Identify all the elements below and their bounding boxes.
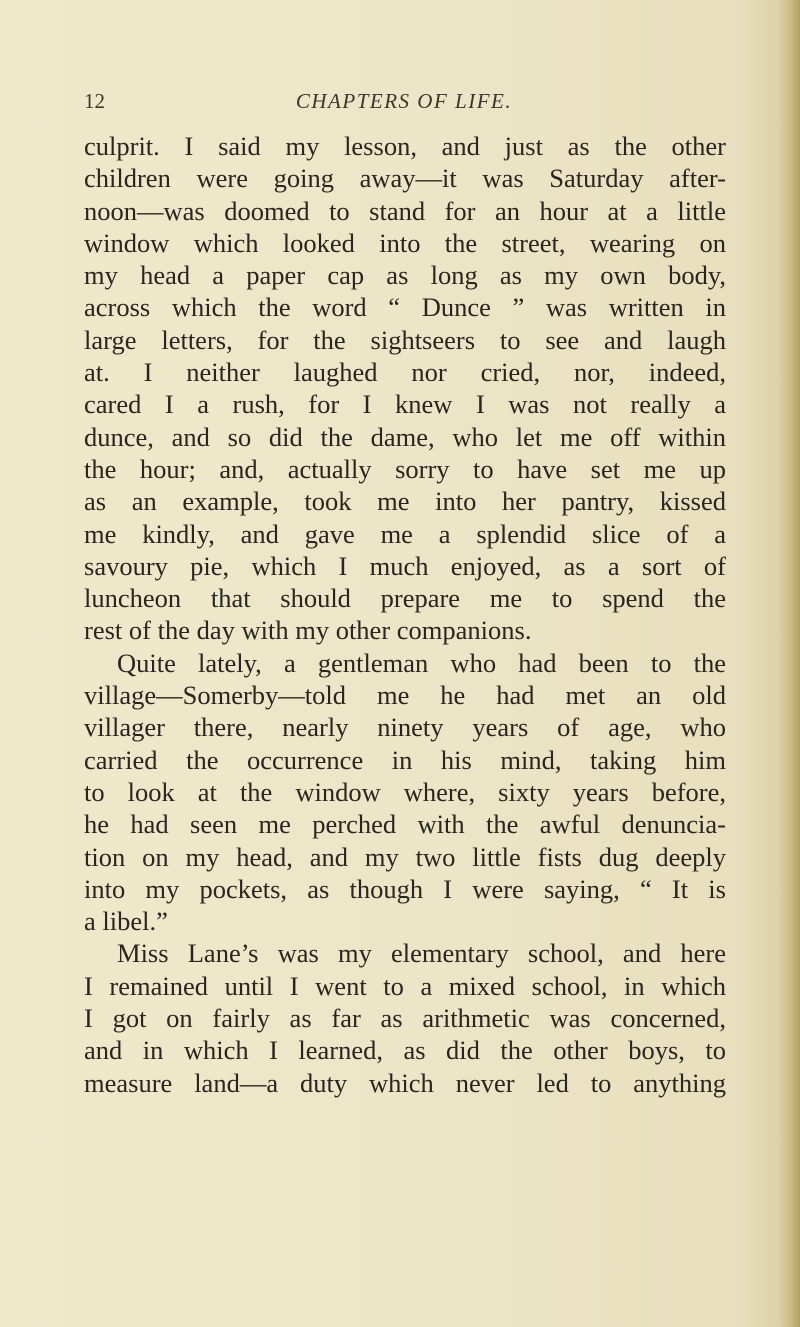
text-line: dunce, and so did the dame, who let me off within — [84, 421, 726, 452]
text-line: I remained until I went to a mixed school, in which — [84, 970, 726, 1001]
text-line: carried the occurrence in his mind, taking him — [84, 744, 726, 775]
text-line: he had seen me perched with the awful denuncia- — [84, 809, 726, 840]
text-line: as an example, took me into her pantry, kissed — [84, 486, 726, 517]
text-line: culprit. I said my lesson, and just as the other — [84, 131, 726, 161]
text-line: the hour; and, actually sorry to have set me up — [84, 453, 726, 484]
running-head: CHAPTERS OF LIFE. — [295, 89, 513, 113]
text-line: window which looked into the street, wearing on — [84, 227, 726, 258]
text-line: I got on fairly as far as arithmetic was concerned, — [84, 1003, 726, 1034]
text-line: across which the word “ Dunce ” was written in — [84, 292, 726, 323]
text-line: me kindly, and gave me a splendid slice of a — [84, 518, 726, 549]
text-line: to look at the window where, sixty years before, — [84, 776, 726, 807]
text-line: Miss Lane’s was my elementary school, and here — [117, 938, 726, 969]
text-line: and in which I learned, as did the other boys, to — [84, 1035, 726, 1066]
text-line: my head a paper cap as long as my own body, — [84, 260, 726, 291]
text-line: at. I neither laughed nor cried, nor, indeed, — [84, 357, 726, 388]
text-line: cared I a rush, for I knew I was not really a — [84, 389, 726, 420]
text-line: rest of the day with my other companions. — [84, 615, 532, 646]
text-line: into my pockets, as though I were saying, “ It is — [84, 873, 726, 904]
text-line: savoury pie, which I much enjoyed, as a sort of — [84, 550, 726, 581]
page-number: 12 — [84, 89, 105, 113]
text-line: noon—was doomed to stand for an hour at a little — [84, 195, 726, 226]
text-line: village—Somerby—told me he had met an old — [84, 680, 726, 711]
text-line: tion on my head, and my two little fists dug deeply — [84, 841, 726, 872]
text-line: large letters, for the sightseers to see and laugh — [84, 324, 726, 355]
text-line: measure land—a duty which never led to anything — [84, 1067, 726, 1098]
text-line: Quite lately, a gentleman who had been to the — [117, 647, 726, 678]
page-header — [84, 88, 724, 118]
text-line: a libel.” — [84, 906, 168, 937]
text-line: villager there, nearly ninety years of age, who — [84, 712, 726, 743]
page-edge-shadow — [778, 0, 800, 1327]
body-text — [84, 130, 726, 1099]
text-line: children were going away—it was Saturday after- — [84, 163, 726, 194]
text-line: luncheon that should prepare me to spend the — [84, 583, 726, 614]
